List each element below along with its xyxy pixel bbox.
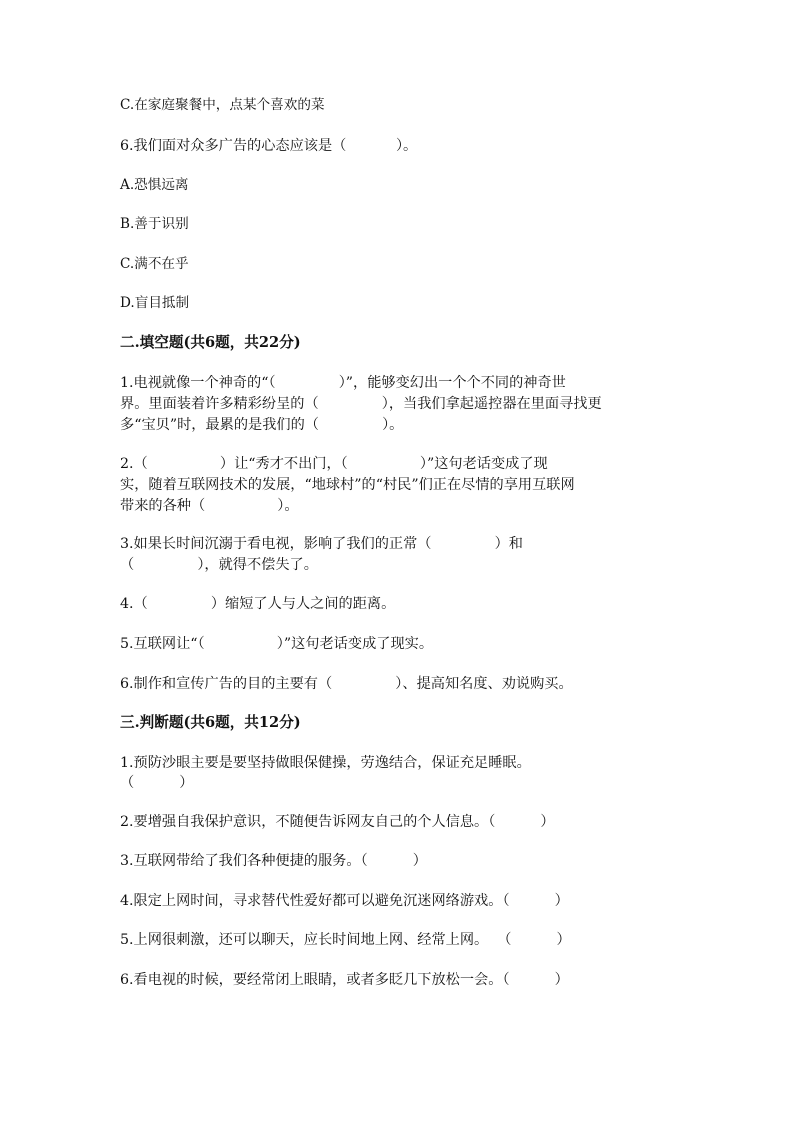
judge-q4: 4.限定上网时间，寻求替代性爱好都可以避免沉迷网络游戏。（ ） <box>120 893 569 909</box>
question-6-stem: 6.我们面对众多广告的心态应该是（ ）。 <box>120 138 418 154</box>
judge-q1-line1: 1.预防沙眼主要是要坚持做眼保健操，劳逸结合，保证充足睡眠。 <box>120 755 531 771</box>
fill-q5: 5.互联网让“（ ）”这句老话变成了现实。 <box>120 636 434 652</box>
judge-q3: 3.互联网带给了我们各种便捷的服务。（ ） <box>120 853 427 869</box>
judge-q1-line2: （ ） <box>120 775 194 791</box>
fill-q4: 4.（ ）缩短了人与人之间的距离。 <box>120 596 396 612</box>
judge-q2: 2.要增强自我保护意识，不随便告诉网友自己的个人信息。（ ） <box>120 814 555 830</box>
section-2-heading: 二.填空题(共6题，共22分) <box>120 334 301 351</box>
q6-option-d: D.盲目抵制 <box>120 295 190 311</box>
fill-q2-line1: 2.（ ）让“秀才不出门，（ ）”这句老话变成了现 <box>120 456 548 472</box>
fill-q1-line3: 多“宝贝”时，最累的是我们的（ ）。 <box>120 417 404 433</box>
fill-q3-line2: （ ），就得不偿失了。 <box>120 557 318 573</box>
fill-q6: 6.制作和宣传广告的目的主要有（ ）、提高知名度、劝说购买。 <box>120 676 573 692</box>
fill-q3-line1: 3.如果长时间沉溺于看电视，影响了我们的正常（ ）和 <box>120 536 523 552</box>
fill-q2-line2: 实，随着互联网技术的发展，“地球村”的“村民”们正在尽情的享用互联网 <box>120 477 575 493</box>
fill-q2-line3: 带来的各种（ ）。 <box>120 498 299 514</box>
section-3-heading: 三.判断题(共6题，共12分) <box>120 714 301 731</box>
q6-option-a: A.恐惧远离 <box>120 177 189 193</box>
q6-option-b: B.善于识别 <box>120 216 189 232</box>
q6-option-c: C.满不在乎 <box>120 256 189 272</box>
fill-q1-line1: 1.电视就像一个神奇的“（ ）”，能够变幻出一个个不同的神奇世 <box>120 375 566 391</box>
fill-q1-line2: 界。里面装着许多精彩纷呈的（ ），当我们拿起遥控器在里面寻找更 <box>120 396 602 412</box>
judge-q5: 5.上网很刺激，还可以聊天，应长时间地上网、经常上网。 （ ） <box>120 932 571 948</box>
option-c-family-dinner: C.在家庭聚餐中，点某个喜欢的菜 <box>120 97 325 113</box>
judge-q6: 6.看电视的时候，要经常闭上眼睛，或者多眨几下放松一会。（ ） <box>120 972 569 988</box>
